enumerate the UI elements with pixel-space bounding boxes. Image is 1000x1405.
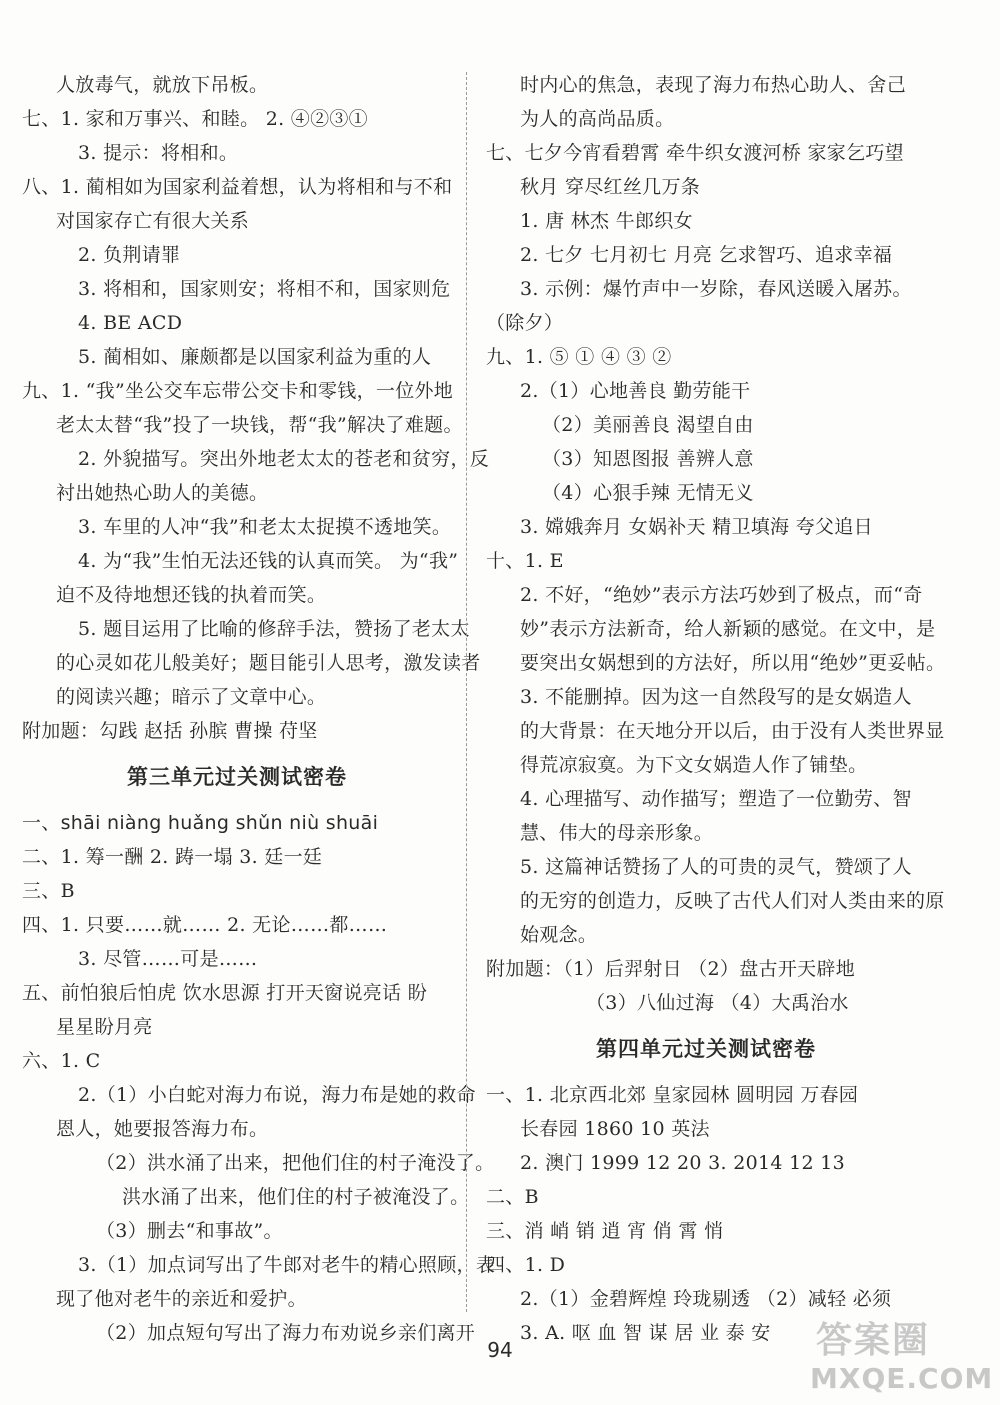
answer-line: 秋月 穿尽红丝几万条	[520, 176, 701, 198]
answer-line: 现了他对老牛的亲近和爱护。	[56, 1288, 307, 1310]
answer-line: （除夕）	[486, 312, 564, 334]
answer-line: 六、1. C	[22, 1050, 101, 1072]
answer-line: （2）加点短句写出了海力布劝说乡亲们离开	[96, 1322, 476, 1344]
answer-line: 四、1. D	[486, 1254, 566, 1276]
left-column	[22, 68, 496, 1350]
answer-line: 星星盼月亮	[56, 1016, 153, 1038]
watermark-logo-bottom: MXQE.COM	[810, 1362, 994, 1395]
answer-line: 的心灵如花儿般美好；题目能引人思考，激发读者	[56, 652, 481, 674]
answer-line: 3. 尽管……可是……	[78, 948, 258, 970]
answer-line: 的无穷的创造力，反映了古代人们对人类由来的原	[520, 890, 945, 912]
answer-line: 妙”表示方法新奇，给人新颖的感觉。在文中，是	[520, 618, 936, 640]
answer-line: 3. 提示：将相和。	[78, 142, 239, 164]
answer-line: 3. 不能删掉。因为这一自然段写的是女娲造人	[520, 686, 912, 708]
answer-line: 2. 外貌描写。突出外地老太太的苍老和贫穷，反	[78, 448, 490, 470]
answer-line: 5. 这篇神话赞扬了人的可贵的灵气，赞颂了人	[520, 856, 912, 878]
answer-line: 人放毒气，就放下吊板。	[56, 74, 269, 96]
answer-line: 对国家存亡有很大关系	[56, 210, 250, 232]
answer-line: 恩人，她要报答海力布。	[56, 1118, 269, 1140]
answer-line: 3. 车里的人冲“我”和老太太捉摸不透地笑。	[78, 516, 452, 538]
answer-line: 二、1. 筹一酬 2. 踌一塌 3. 廷一廷	[22, 846, 323, 868]
answer-line: 2. 不好，“绝妙”表示方法巧妙到了极点，而“奇	[520, 584, 923, 606]
answer-line: 2.（1）心地善良 勤劳能干	[520, 380, 751, 402]
answer-line: 5. 蔺相如、廉颇都是以国家利益为重的人	[78, 346, 432, 368]
answer-line: 老太太替“我”投了一块钱，帮“我”解决了难题。	[56, 414, 463, 436]
answer-line: 2.（1）金碧辉煌 玲珑剔透 （2）减轻 必须	[520, 1288, 892, 1310]
answer-line: 二、B	[486, 1186, 539, 1208]
answer-line: （3）八仙过海 （4）大禹治水	[586, 992, 849, 1014]
answer-line: （2）洪水涌了出来，把他们住的村子淹没了。	[96, 1152, 495, 1174]
answer-line: 附加题：勾践 赵括 孙膑 曹操 苻坚	[22, 720, 318, 742]
answer-line: 的阅读兴趣；暗示了文章中心。	[56, 686, 327, 708]
answer-line: 3. 将相和，国家则安；将相不和，国家则危	[78, 278, 451, 300]
answer-line: 九、1. ⑤ ① ④ ③ ②	[486, 346, 672, 368]
answer-line: （4）心狠手辣 无情无义	[542, 482, 754, 504]
answer-line: 4. BE ACD	[78, 312, 183, 334]
answer-line: 3. 嫦娥奔月 女娲补天 精卫填海 夸父追日	[520, 516, 873, 538]
answer-line: 3. 示例：爆竹声中一岁除，春风送暖入屠苏。	[520, 278, 912, 300]
answer-line: 七、1. 家和万事兴、和睦。 2. ④②③①	[22, 108, 368, 130]
answer-line: 要突出女娲想到的方法好，所以用“绝妙”更妥帖。	[520, 652, 946, 674]
answer-line: 一、1. 北京西北郊 皇家园林 圆明园 万春园	[486, 1084, 859, 1106]
answer-line: 5. 题目运用了比喻的修辞手法，赞扬了老太太	[78, 618, 470, 640]
answer-line: 2.（1）小白蛇对海力布说，海力布是她的救命	[78, 1084, 476, 1106]
answer-line: 2. 负荆请罪	[78, 244, 181, 266]
answer-line: 五、前怕狼后怕虎 饮水思源 打开天窗说亮话 盼	[22, 982, 428, 1004]
answer-line: 七、七夕今宵看碧霄 牵牛织女渡河桥 家家乞巧望	[486, 142, 904, 164]
answer-line: 迫不及待地想还钱的执着而笑。	[56, 584, 327, 606]
right-column	[486, 68, 946, 1350]
section-heading: 第三单元过关测试密卷	[127, 765, 347, 789]
column-divider	[466, 72, 467, 1312]
answer-line: 洪水涌了出来，他们住的村子被淹没了。	[122, 1186, 470, 1208]
answer-line: 3.（1）加点词写出了牛郎对老牛的精心照顾，表	[78, 1254, 496, 1276]
answer-line: （3）删去“和事故”。	[96, 1220, 283, 1242]
answer-line: （2）美丽善良 渴望自由	[542, 414, 754, 436]
answer-line: 四、1. 只要……就…… 2. 无论……都……	[22, 914, 388, 936]
answer-line: 4. 心理描写、动作描写；塑造了一位勤劳、智	[520, 788, 912, 810]
section-heading: 第四单元过关测试密卷	[596, 1037, 816, 1061]
answer-line: 1. 唐 林杰 牛郎织女	[520, 210, 693, 232]
answer-line: 附加题：（1）后羿射日 （2）盘古开天辟地	[486, 958, 856, 980]
answer-line: 八、1. 蔺相如为国家利益着想，认为将相和与不和	[22, 176, 453, 198]
answer-line: 得荒凉寂寞。为下文女娲造人作了铺垫。	[520, 754, 868, 776]
answer-line: 2. 澳门 1999 12 20 3. 2014 12 13	[520, 1152, 845, 1174]
watermark-logo	[800, 1312, 996, 1402]
page-number: 94	[487, 1338, 513, 1362]
answer-line: 衬出她热心助人的美德。	[56, 482, 269, 504]
watermark-logo-top: 答案圈	[816, 1320, 931, 1361]
answer-line: 三、消 峭 销 逍 宵 俏 霄 悄	[486, 1220, 724, 1242]
answer-line: 时内心的焦急，表现了海力布热心助人、舍己	[520, 74, 907, 96]
answer-line: 的大背景：在天地分开以后，由于没有人类世界显	[520, 720, 945, 742]
answer-line: 始观念。	[520, 924, 598, 946]
answer-line: 三、B	[22, 880, 75, 902]
answer-line: 一、shāi niàng huǎng shǔn niù shuāi	[22, 812, 379, 834]
answer-line: 为人的高尚品质。	[520, 108, 675, 130]
answer-line: （3）知恩图报 善辨人意	[542, 448, 754, 470]
answer-line: 慧、伟大的母亲形象。	[520, 822, 714, 844]
answer-line: 4. 为“我”生怕无法还钱的认真而笑。 为“我”	[78, 550, 459, 572]
answer-line: 十、1. E	[486, 550, 564, 572]
answer-line: 2. 七夕 七月初七 月亮 乞求智巧、追求幸福	[520, 244, 893, 266]
answer-line: 九、1. “我”坐公交车忘带公交卡和零钱，一位外地	[22, 380, 454, 402]
answer-line: 长春园 1860 10 英法	[520, 1118, 710, 1140]
answer-line: 3. A. 呕 血 智 谋 居 业 泰 安	[520, 1322, 771, 1344]
